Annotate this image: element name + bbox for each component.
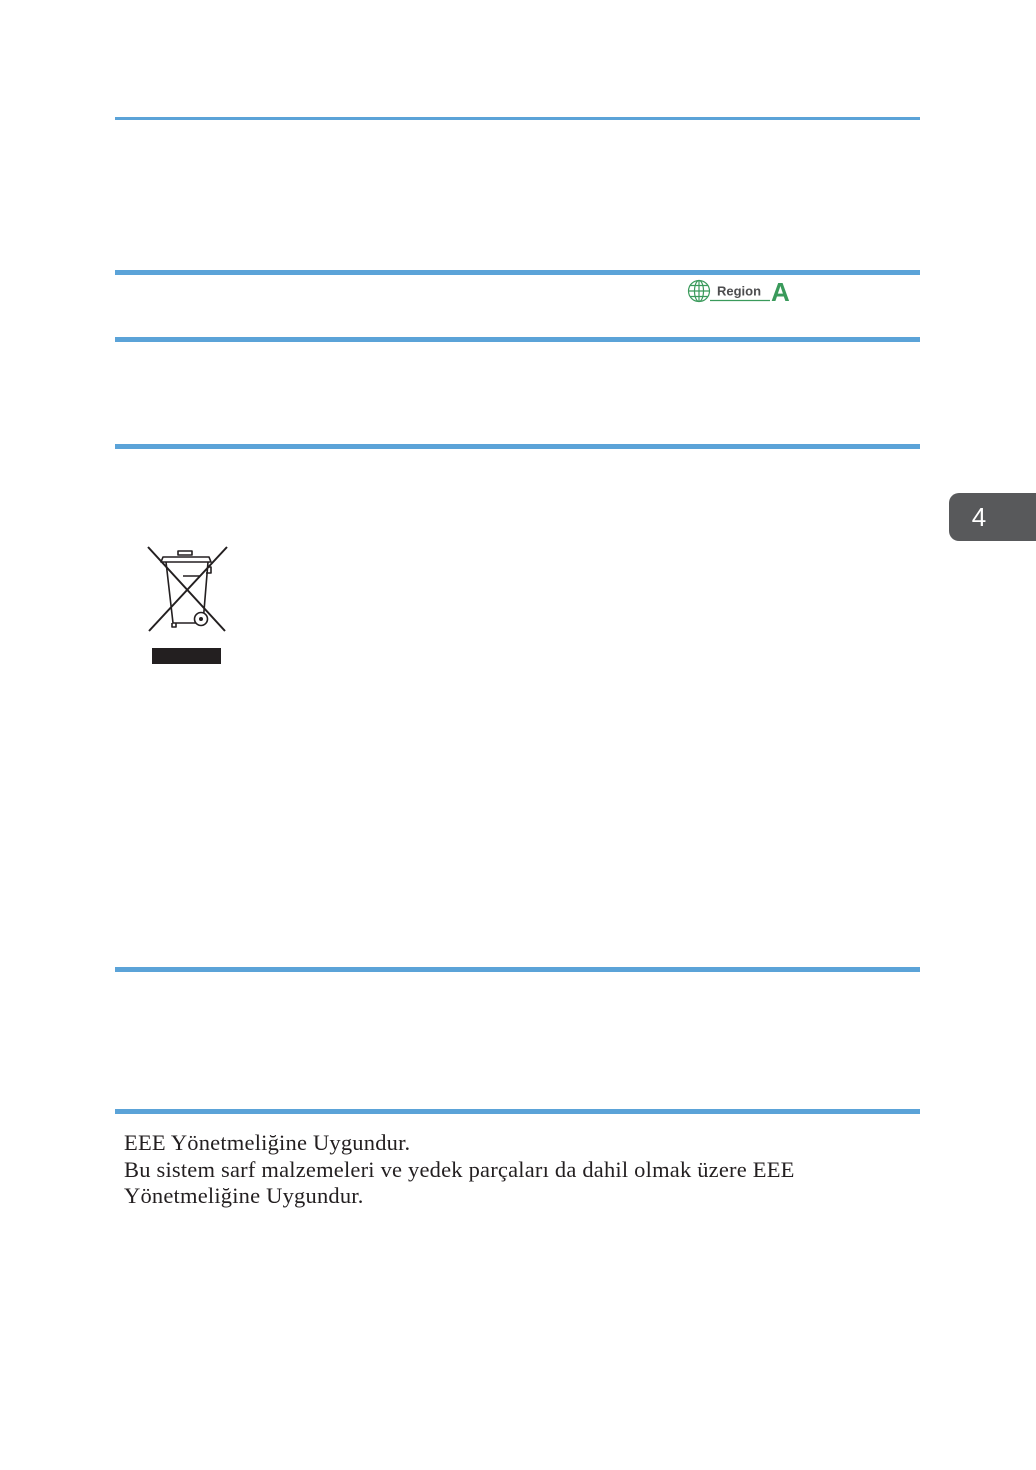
region-badge xyxy=(686,279,796,303)
rule-section-5 xyxy=(115,1109,920,1114)
notice-body: Bu sistem sarf malzemeleri ve yedek parçaları da dahil olmak üzere EEE Yönetmeliğine Uygundur. xyxy=(124,1156,795,1208)
rule-top xyxy=(115,117,920,120)
chapter-number: 4 xyxy=(971,502,987,532)
crossed-out-wheeled-bin-icon xyxy=(145,545,231,667)
rule-section-3 xyxy=(115,444,920,449)
turkish-compliance-notice xyxy=(124,1130,924,1210)
rule-section-2 xyxy=(115,337,920,342)
notice-heading: EEE Yönetmeliğine Uygundur. xyxy=(124,1130,411,1155)
region-letter: A xyxy=(771,279,790,303)
region-label: Region xyxy=(717,283,762,299)
globe-icon xyxy=(689,281,710,302)
chapter-tab[interactable] xyxy=(949,493,1036,541)
rule-section-1 xyxy=(115,270,920,275)
rule-section-4 xyxy=(115,967,920,972)
